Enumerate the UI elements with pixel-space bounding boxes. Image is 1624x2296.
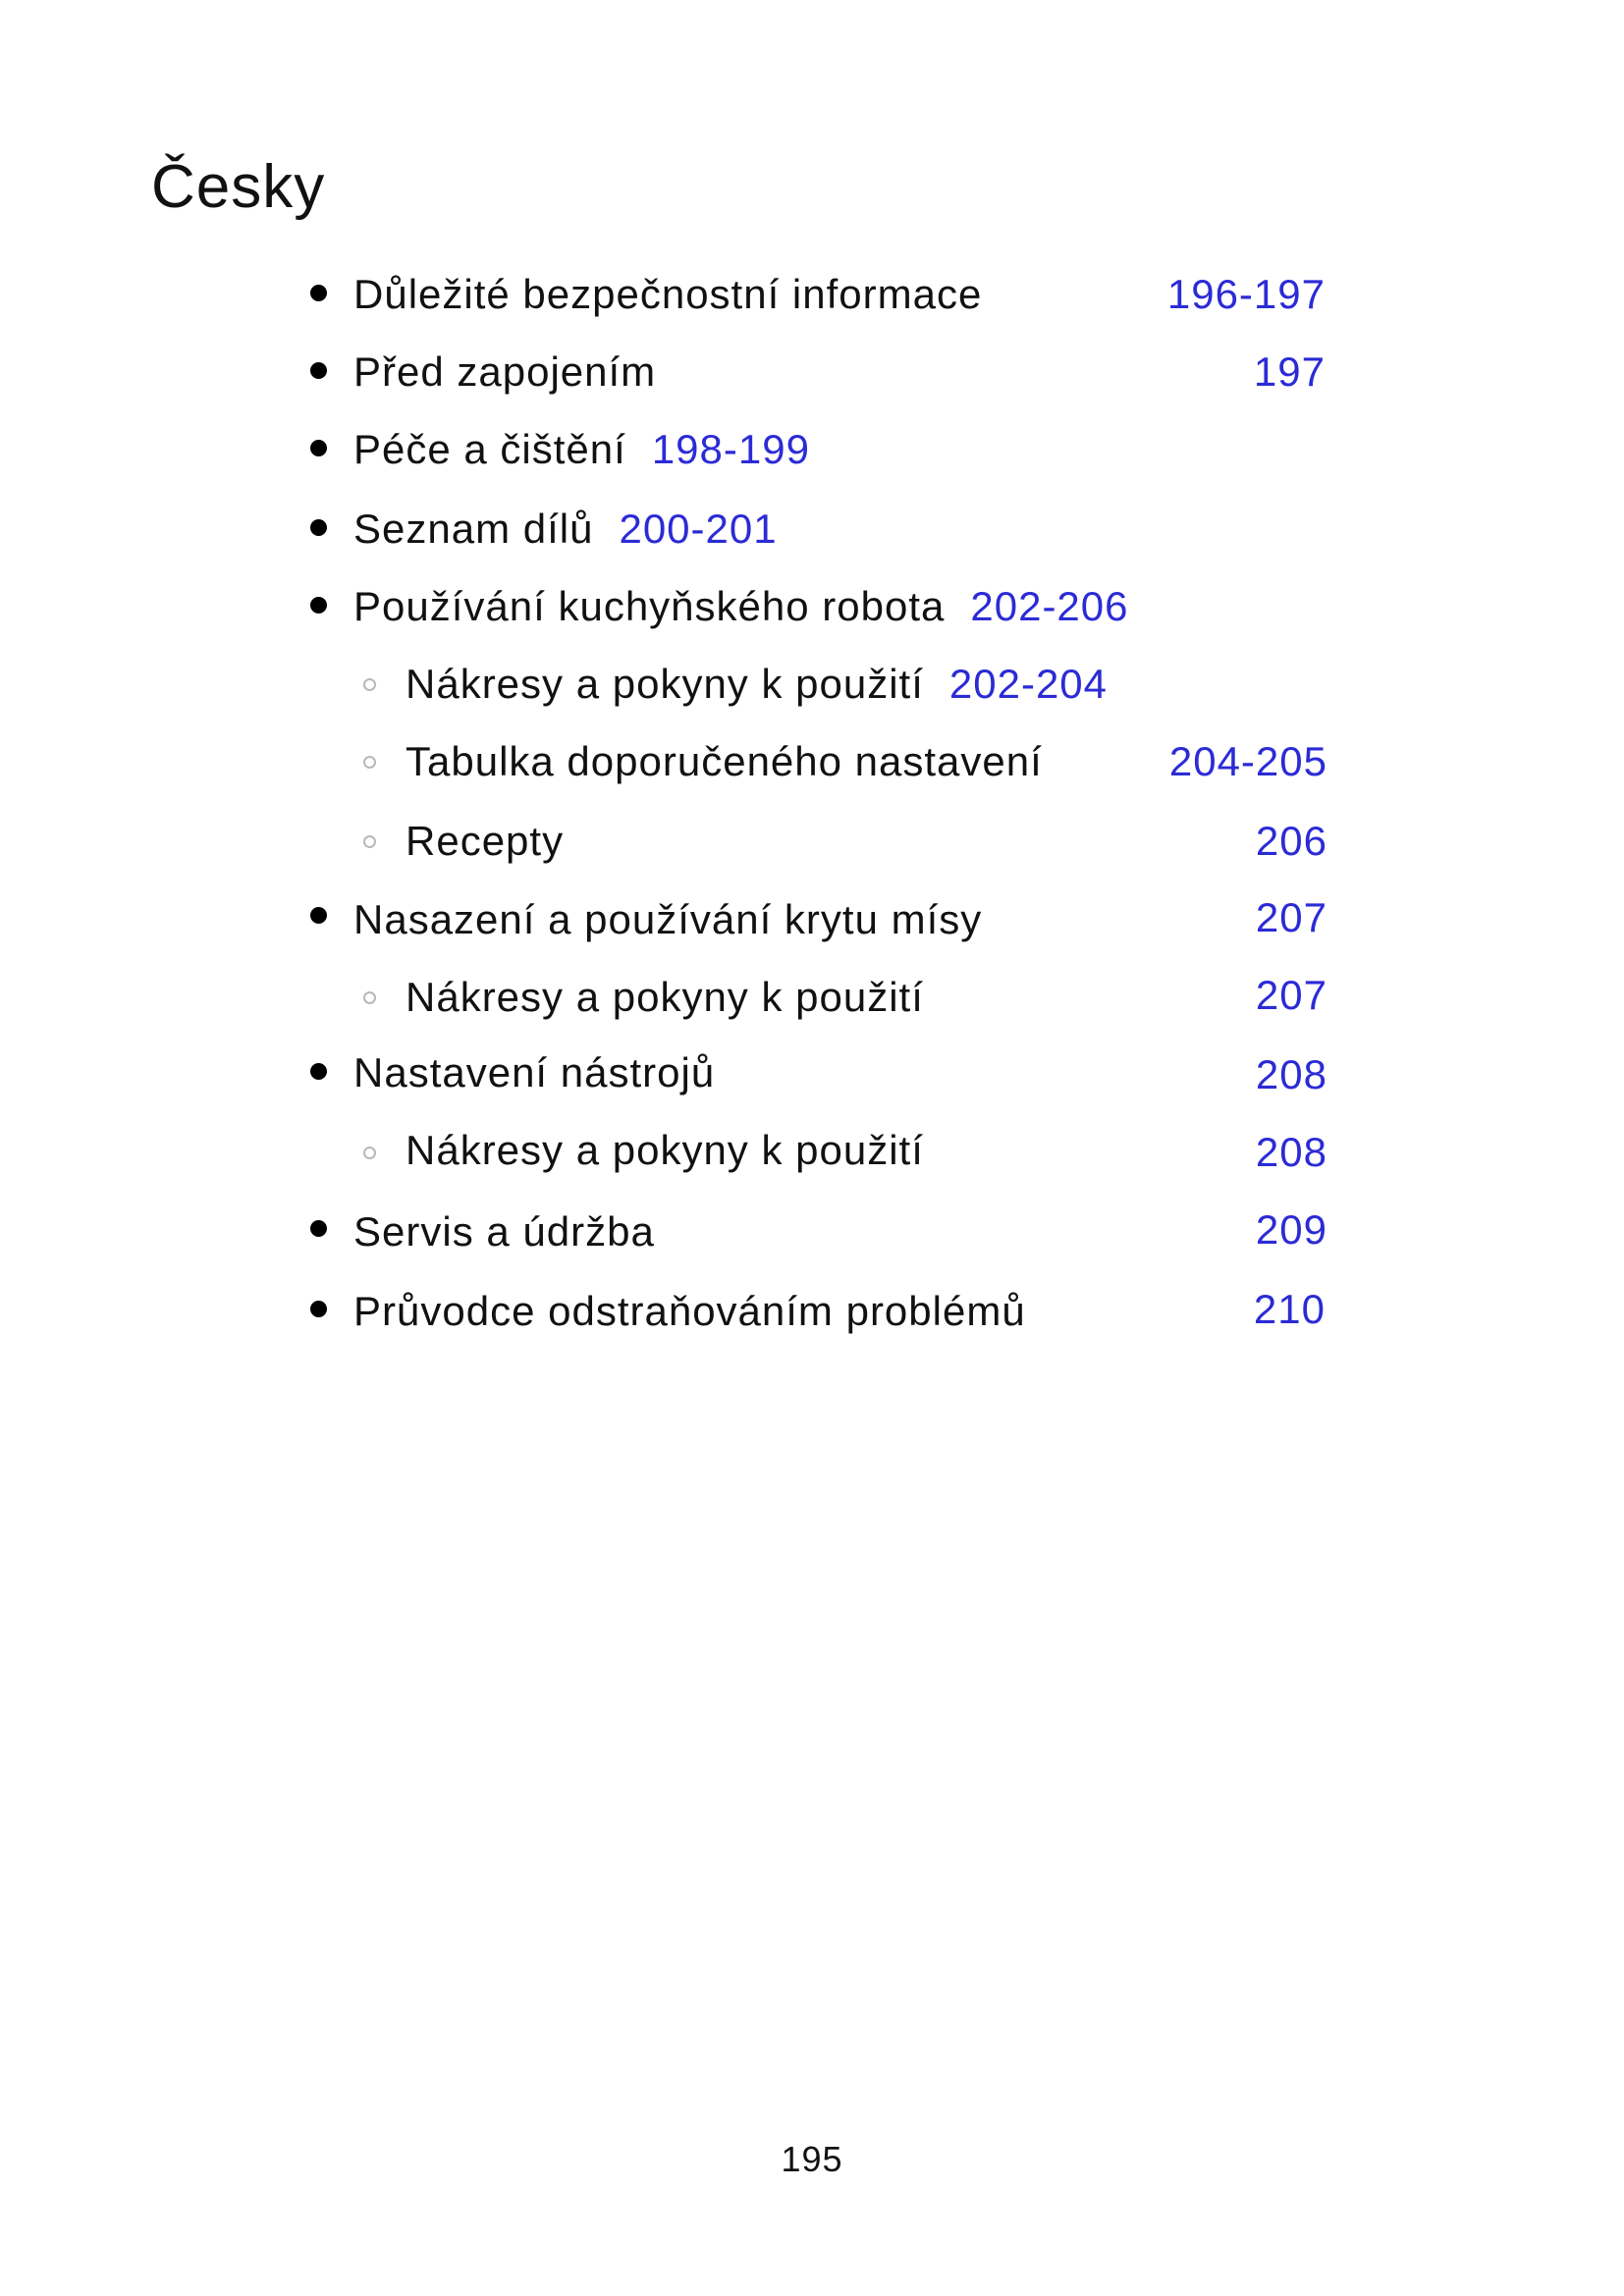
toc-entry-label: Seznam dílů [353, 506, 594, 552]
sub-bullet-icon [363, 1147, 376, 1159]
toc-entry-page-link[interactable]: 197 [1253, 348, 1326, 395]
toc-entry-label: Servis a údržba [353, 1208, 655, 1255]
toc-subentry-page-link[interactable]: 208 [1255, 1129, 1327, 1175]
sub-bullet-icon [363, 835, 376, 848]
toc-subentry-page-link[interactable]: 202-204 [948, 661, 1109, 707]
toc-subentry [406, 661, 1109, 707]
sub-bullet-icon [363, 678, 376, 691]
section-title: Česky [151, 153, 326, 221]
toc-subentry-page-link[interactable]: 204-205 [1168, 738, 1327, 784]
bullet-icon [310, 1301, 327, 1317]
bullet-icon [310, 1220, 327, 1237]
sub-bullet-icon [363, 756, 376, 769]
bullet-icon [310, 597, 327, 614]
toc-entry [353, 583, 1129, 629]
toc-entry-page-link[interactable]: 210 [1253, 1286, 1326, 1332]
bullet-icon [310, 1063, 327, 1080]
toc-entry-label: Používání kuchyňského robota [353, 583, 946, 629]
toc-entry-label: Péče a čištění [353, 426, 626, 472]
toc-entry-page-link[interactable]: 208 [1255, 1051, 1327, 1097]
toc-entry-page-link[interactable]: 209 [1255, 1206, 1327, 1253]
toc-subentry-label: Nákresy a pokyny k použití [406, 661, 924, 707]
toc-entry-page-link[interactable]: 200-201 [619, 506, 778, 552]
toc-entry [353, 426, 810, 472]
bullet-icon [310, 907, 327, 924]
page-number: 195 [781, 2139, 843, 2179]
toc-entry-page-link[interactable]: 198-199 [651, 426, 810, 472]
toc-entry-page-link[interactable]: 202-206 [970, 583, 1129, 629]
toc-entry-label: Nastavení nástrojů [353, 1049, 716, 1095]
toc-entry [353, 508, 778, 550]
toc-entry-label: Důležité bezpečnostní informace [353, 271, 983, 317]
bullet-icon [310, 362, 327, 379]
toc-subentry-label: Nákresy a pokyny k použití [406, 1127, 924, 1173]
bullet-icon [310, 285, 327, 301]
toc-subentry-label: Recepty [406, 818, 565, 864]
toc-subentry-page-link[interactable]: 206 [1255, 818, 1327, 864]
bullet-icon [310, 519, 327, 536]
sub-bullet-icon [363, 991, 376, 1004]
toc-subentry-label: Nákresy a pokyny k použití [406, 974, 924, 1020]
toc-subentry-page-link[interactable]: 207 [1255, 972, 1327, 1018]
toc-entry-page-link[interactable]: 196-197 [1166, 271, 1326, 317]
toc-subentry-label: Tabulka doporučeného nastavení [406, 738, 1043, 784]
toc-entry-label: Průvodce odstraňováním problémů [353, 1288, 1026, 1334]
toc-entry-page-link[interactable]: 207 [1255, 894, 1327, 940]
toc-entry-label: Před zapojením [353, 348, 657, 395]
toc-entry-label: Nasazení a používání krytu mísy [353, 896, 983, 942]
bullet-icon [310, 440, 327, 456]
